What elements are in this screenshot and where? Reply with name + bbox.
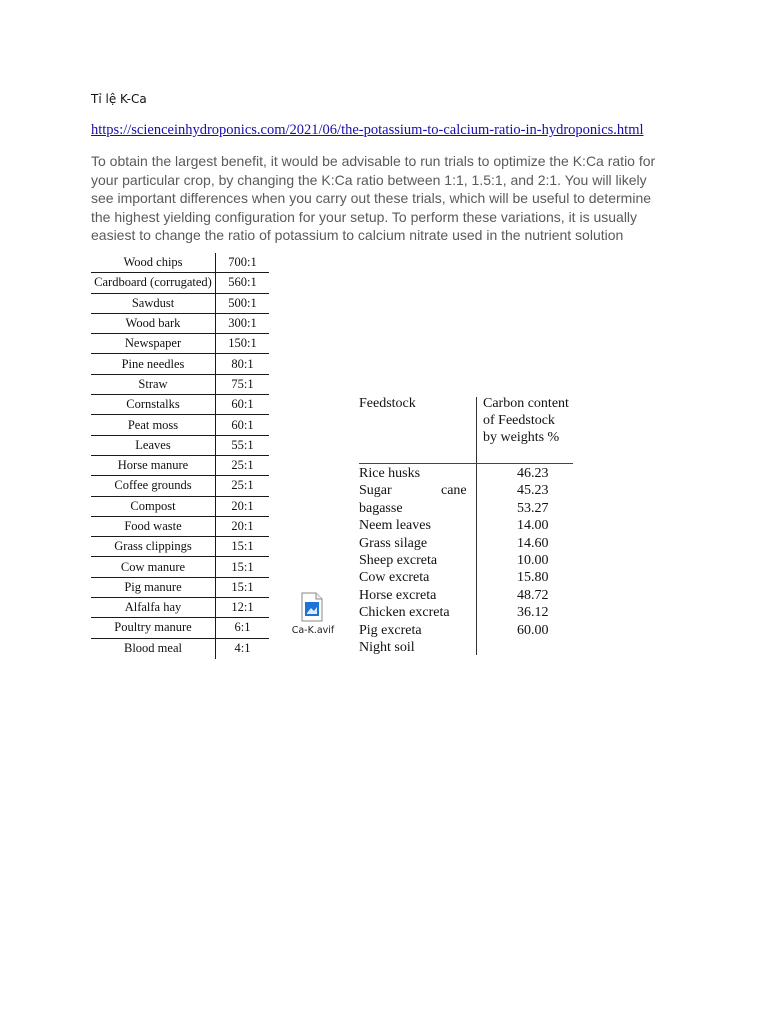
- carbon-value: 46.23: [517, 466, 549, 481]
- table-row: [91, 375, 269, 395]
- feedstock-name: Pig excreta: [359, 622, 422, 638]
- carbon-value: 60.00: [517, 622, 549, 638]
- ratio-value: 25:1: [231, 458, 254, 473]
- attachment-filename: Ca-K.avif: [291, 625, 335, 636]
- ratio-value: 20:1: [231, 519, 254, 533]
- feedstock-name-continuation: cane: [441, 483, 467, 499]
- material-name: Poultry manure: [91, 618, 216, 637]
- ratio-value: 700:1: [228, 255, 257, 270]
- material-name: Sawdust: [91, 294, 216, 313]
- feedstock-name: Horse excreta: [359, 587, 437, 603]
- table-row: [91, 497, 269, 517]
- material-name: Pig manure: [91, 578, 216, 597]
- table-row: [91, 334, 269, 354]
- material-name: Wood bark: [91, 314, 216, 333]
- table-row: [91, 395, 269, 415]
- ratio-value: 15:1: [231, 559, 254, 574]
- material-name: Alfalfa hay: [91, 598, 216, 617]
- carbon-content-header: [483, 395, 579, 446]
- feedstock-name: Neem leaves: [359, 518, 431, 534]
- feedstock-name: Grass silage: [359, 535, 428, 551]
- table-divider-horizontal: [359, 463, 573, 464]
- material-name: Coffee grounds: [91, 476, 216, 495]
- material-name: Cow manure: [91, 557, 216, 576]
- carbon-value: 14.00: [517, 518, 549, 534]
- carbon-value: 14.60: [517, 535, 549, 551]
- feedstock-name: bagasse: [359, 500, 403, 516]
- paragraph-line: To obtain the largest benefit, it would be advisable to run trials to optimize the K:Ca ratio for: [91, 153, 656, 169]
- table-row: [91, 517, 269, 537]
- feedstock-name: Sugar: [359, 483, 392, 499]
- ratio-value: 150:1: [228, 336, 257, 351]
- material-name: Peat moss: [91, 415, 216, 434]
- material-name: Straw: [91, 375, 216, 394]
- table-row: [91, 578, 269, 598]
- ratio-value: 55:1: [231, 437, 254, 452]
- source-link[interactable]: https://scienceinhydroponics.com/2021/06/the-potassium-to-calcium-ratio-in-hydroponics.html: [91, 122, 644, 138]
- table-row: [359, 482, 579, 499]
- ratio-value: 25:1: [231, 478, 254, 493]
- material-name: Leaves: [91, 436, 216, 455]
- feedstock-rows: [359, 465, 579, 656]
- table-row: [91, 476, 269, 496]
- feedstock-header: Feedstock: [359, 396, 416, 411]
- material-name: Pine needles: [91, 354, 216, 373]
- material-name: Food waste: [91, 517, 216, 536]
- table-row: [91, 639, 269, 659]
- paragraph-line: the highest yielding configuration for your setup. To perform these variations, it is usually: [91, 208, 638, 225]
- ratio-value: 80:1: [231, 356, 254, 371]
- document-title: Tỉ lệ K-Ca: [91, 92, 147, 106]
- header-line: by weights %: [483, 430, 560, 445]
- ratio-value: 12:1: [231, 600, 254, 615]
- table-row: [91, 456, 269, 476]
- ratio-value: 60:1: [231, 417, 254, 432]
- carbon-value: 10.00: [517, 552, 549, 568]
- carbon-value: 36.12: [517, 605, 549, 621]
- table-row: [359, 517, 579, 534]
- material-name: Compost: [91, 497, 216, 516]
- attachment-file[interactable]: [288, 592, 338, 640]
- material-name: Cardboard (corrugated): [91, 273, 216, 292]
- material-name: Wood chips: [91, 253, 216, 272]
- table-row: [359, 552, 579, 569]
- ratio-value: 4:1: [234, 641, 251, 656]
- carbon-value: 48.72: [517, 587, 549, 603]
- paragraph-line: easiest to change the ratio of potassium to calcium nitrate used in the nutrient solution: [91, 227, 624, 243]
- feedstock-name: Sheep excreta: [359, 552, 438, 568]
- body-paragraph: [91, 152, 681, 245]
- header-line: of Feedstock: [483, 413, 555, 428]
- carbon-value: 45.23: [517, 483, 549, 499]
- ratio-value: 75:1: [231, 376, 254, 391]
- table-row: [359, 587, 579, 604]
- table-row: [91, 294, 269, 314]
- table-row: [359, 639, 579, 656]
- material-name: Horse manure: [91, 456, 216, 475]
- ratio-value: 20:1: [231, 498, 254, 513]
- ratio-value: 500:1: [228, 295, 257, 310]
- table-row: [91, 557, 269, 577]
- table-row: [91, 598, 269, 618]
- table-row: [91, 618, 269, 638]
- carbon-nitrogen-ratio-table: [91, 253, 269, 659]
- ratio-value: 6:1: [234, 620, 251, 635]
- ratio-value: 60:1: [231, 397, 254, 412]
- carbon-value: 15.80: [517, 570, 549, 586]
- table-row: [359, 500, 579, 517]
- table-row: [91, 354, 269, 374]
- table-row: [359, 535, 579, 552]
- image-file-icon: [301, 592, 323, 622]
- ratio-value: 560:1: [228, 275, 257, 290]
- table-row: [359, 604, 579, 621]
- table-row: [359, 465, 579, 482]
- feedstock-name: Rice husks: [359, 466, 421, 481]
- ratio-value: 300:1: [228, 316, 257, 331]
- table-row: [91, 436, 269, 456]
- feedstock-name: Chicken excreta: [359, 605, 450, 621]
- table-row: [91, 537, 269, 557]
- material-name: Grass clippings: [91, 537, 216, 556]
- feedstock-name: Cow excreta: [359, 570, 430, 586]
- table-row: [359, 569, 579, 586]
- table-row: [91, 314, 269, 334]
- ratio-value: 15:1: [231, 579, 254, 594]
- feedstock-carbon-table: [359, 393, 579, 657]
- header-line: Carbon content: [483, 396, 569, 411]
- material-name: Blood meal: [91, 639, 216, 659]
- paragraph-line: see important differences when you carry out these trials, which will be useful to determine: [91, 190, 652, 206]
- table-row: [91, 415, 269, 435]
- table-row: [359, 622, 579, 639]
- material-name: Cornstalks: [91, 395, 216, 414]
- paragraph-line: your particular crop, by changing the K:Ca ratio between 1:1, 1.5:1, and 2:1. You will likely: [91, 171, 647, 188]
- table-row: [91, 253, 269, 273]
- table-row: [91, 273, 269, 293]
- feedstock-name: Night soil: [359, 639, 415, 655]
- carbon-value: 53.27: [517, 500, 549, 516]
- material-name: Newspaper: [91, 334, 216, 353]
- ratio-value: 15:1: [231, 539, 254, 554]
